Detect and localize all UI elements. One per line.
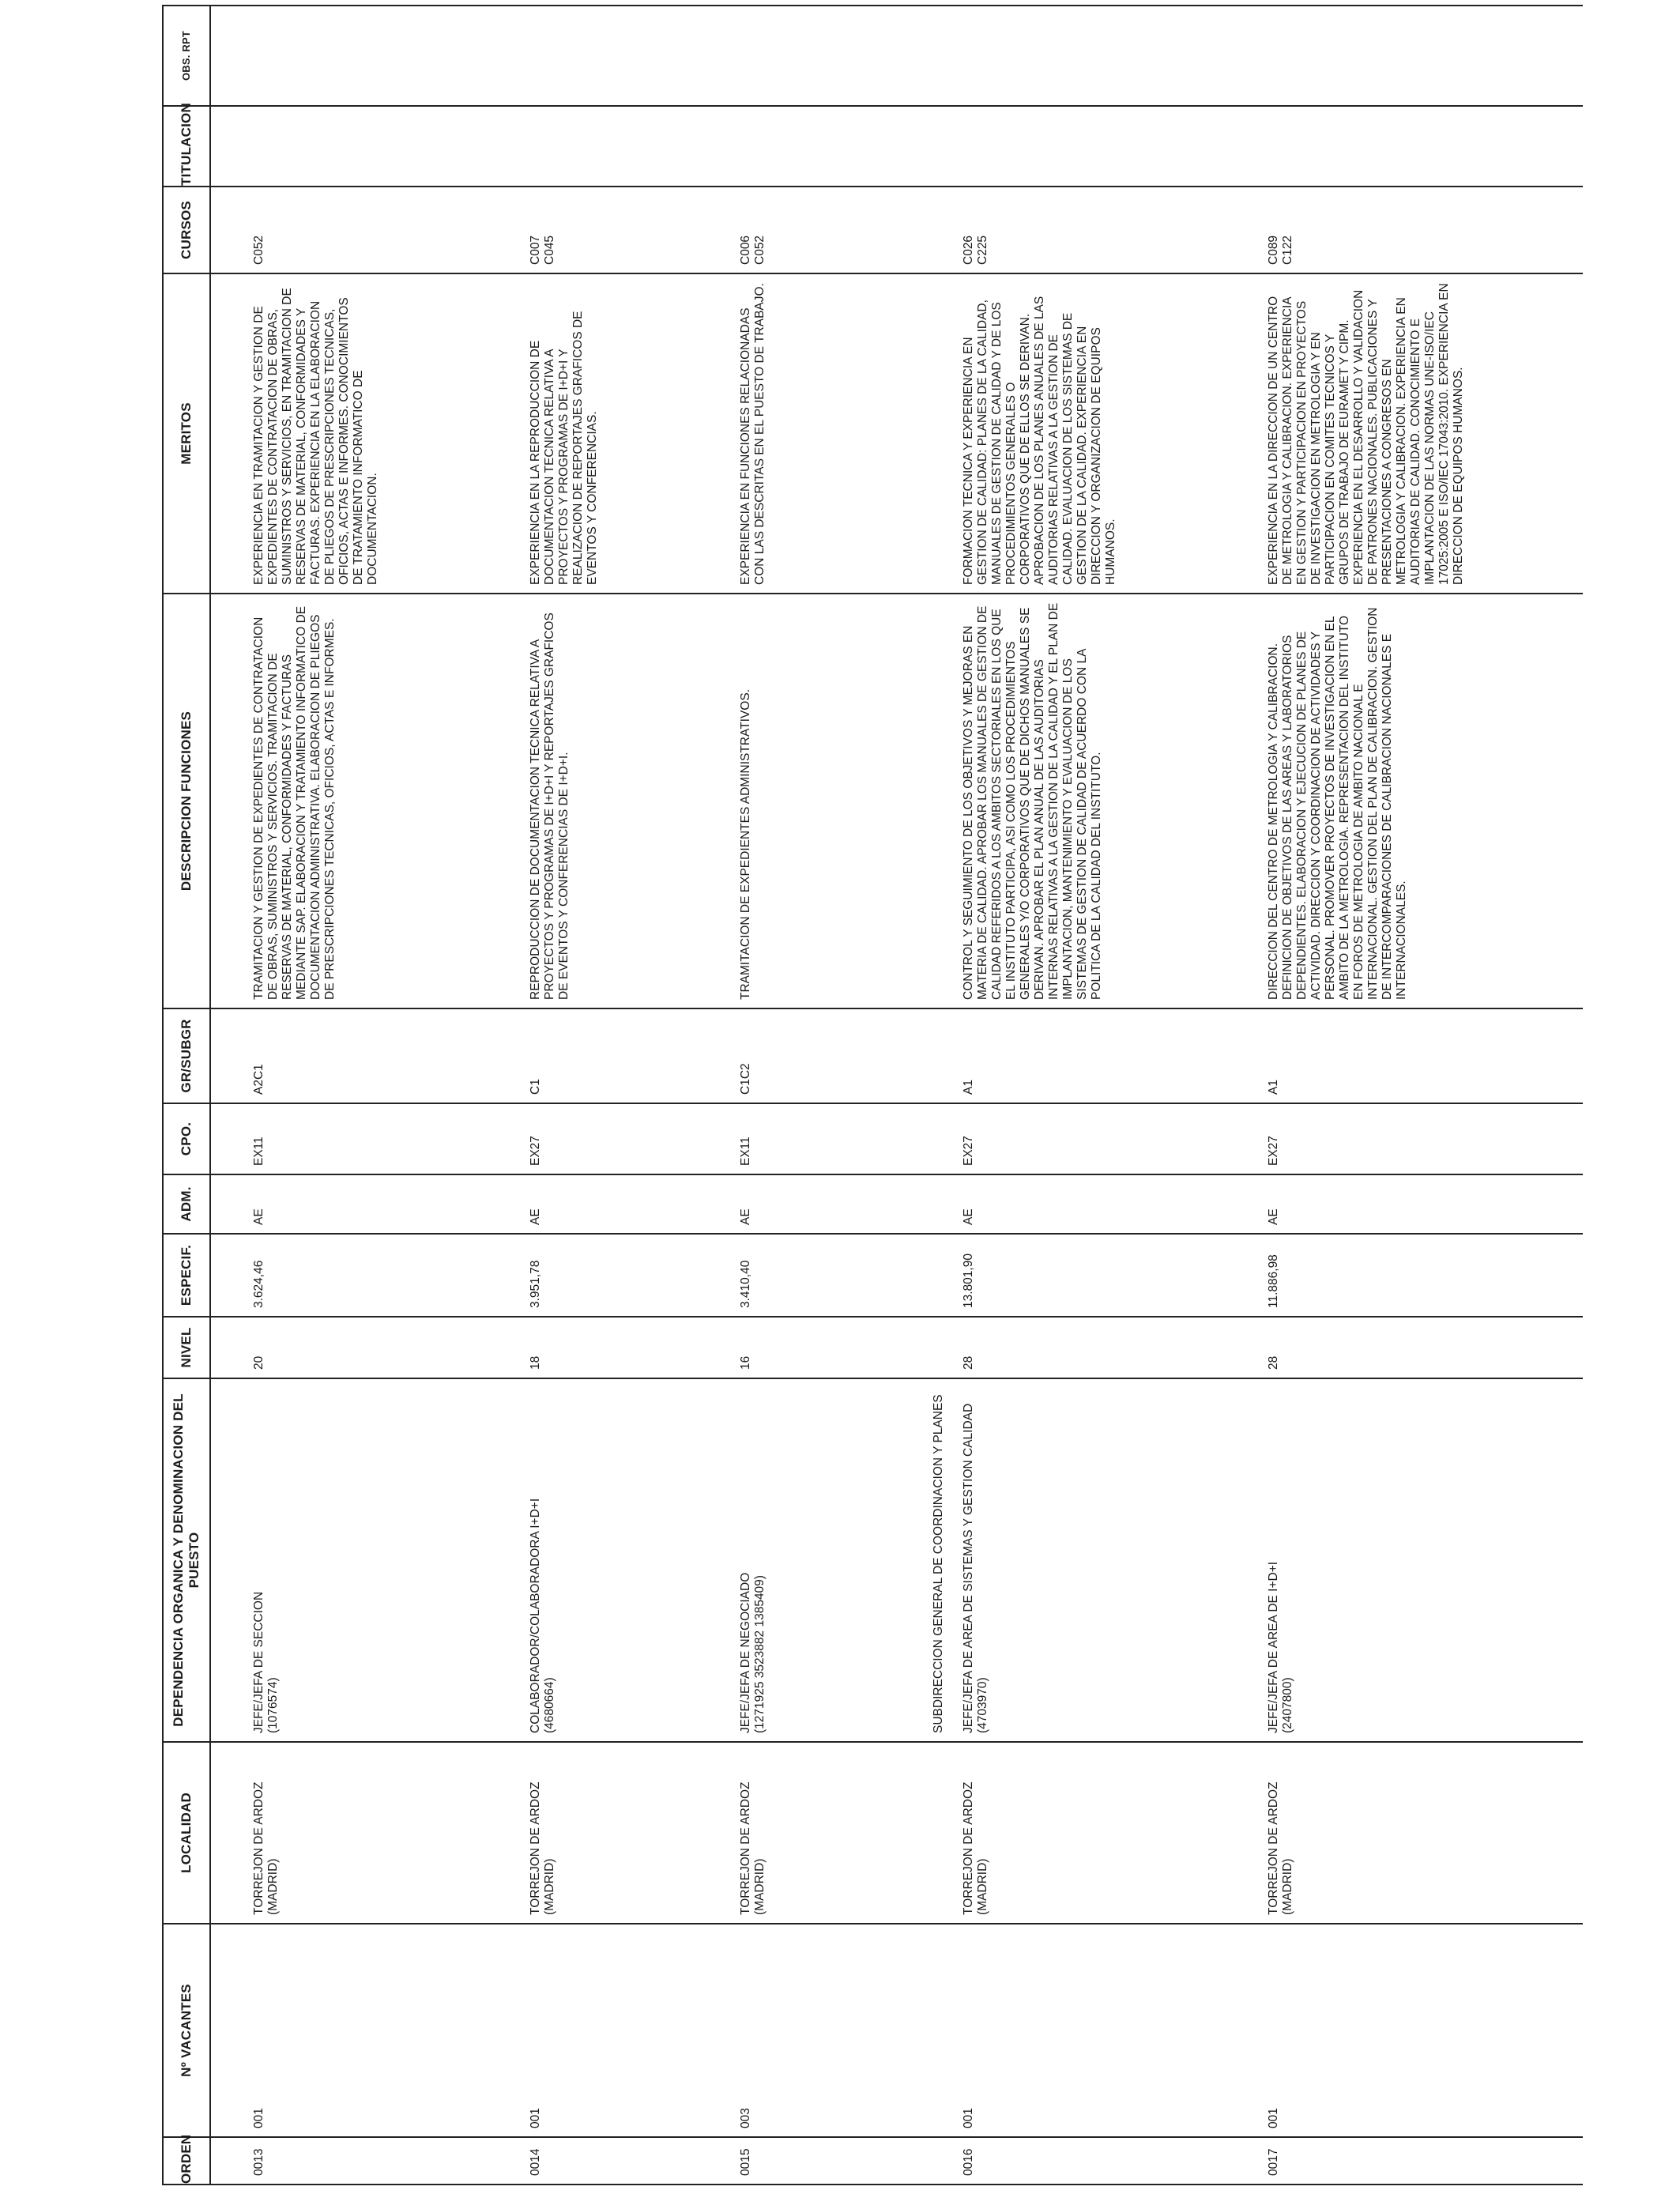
rotated-sheet: [162, 6, 1465, 2185]
header-obs-rpt: OBS. RPT: [163, 6, 210, 106]
cell-cpo: EX27: [488, 1103, 698, 1174]
header-vacantes: Nº VACANTES: [163, 1924, 210, 2137]
cell-titulacion: [698, 106, 921, 187]
cell-dependencia: COLABORADOR/COLABORADORA I+D+I (4680664): [488, 1378, 698, 1742]
cell-obs-rpt: [698, 6, 921, 106]
cell-adm: AE: [698, 1174, 921, 1234]
cell-dependencia: JEFE/JEFA DE NEGOCIADO (1271925 3523882 1385409): [698, 1378, 921, 1742]
cell-adm: AE: [210, 1174, 488, 1234]
cell-nivel: 28: [1226, 1317, 1583, 1378]
cell-obs-rpt: [210, 6, 488, 106]
table-row: [488, 6, 698, 2185]
cell-vacantes: 001: [210, 1924, 488, 2137]
cell-orden: 0014: [488, 2137, 698, 2185]
cell-nivel: 20: [210, 1317, 488, 1378]
header-meritos: MERITOS: [163, 273, 210, 594]
cell-localidad: TORREJON DE ARDOZ (MADRID): [698, 1742, 921, 1924]
header-nivel: NIVEL: [163, 1317, 210, 1378]
cell-titulacion: [921, 106, 1226, 187]
cell-vacantes: 001: [921, 1924, 1226, 2137]
cell-cpo: EX27: [921, 1103, 1226, 1174]
cell-especif: 11.886,98: [1226, 1234, 1583, 1317]
cell-grsubgr: C1C2: [698, 1008, 921, 1103]
cell-especif: 3.410,40: [698, 1234, 921, 1317]
cell-localidad: TORREJON DE ARDOZ (MADRID): [921, 1742, 1226, 1924]
cell-meritos: FORMACION TECNICA Y EXPERIENCIA EN GESTION DE CALIDAD: PLANES DE LA CALIDAD, MANUALES DE GESTION DE CALIDAD Y DE LOS PROCEDIMIENTOS GENERALES O CORPORATIVOS QUE DE ELLOS SE DERIVAN. APROBACION DE LOS PLANES ANUALES DE LAS AUDITORIAS RELATIVAS A LA GESTION DE CALIDAD. EVALUACION DE LOS SISTEMAS DE GESTION DE LA CALIDAD. EXPERIENCIA EN DIRECCION Y ORGANIZACION DE EQUIPOS HUMANOS.: [921, 273, 1226, 594]
cell-titulacion: [488, 106, 698, 187]
cell-grsubgr: A1: [1226, 1008, 1583, 1103]
cell-cpo: EX27: [1226, 1103, 1583, 1174]
cell-obs-rpt: [1226, 6, 1583, 106]
cell-titulacion: [1226, 106, 1583, 187]
cell-especif: 3.624,46: [210, 1234, 488, 1317]
cell-adm: AE: [1226, 1174, 1583, 1234]
cell-dependencia: JEFE/JEFA DE SECCION (1076574): [210, 1378, 488, 1742]
header-titulacion: TITULACION: [163, 106, 210, 187]
cell-dependencia: [921, 1378, 1226, 1742]
cell-meritos: EXPERIENCIA EN FUNCIONES RELACIONADAS CON LAS DESCRITAS EN EL PUESTO DE TRABAJO.: [698, 273, 921, 594]
cell-descripcion: REPRODUCCION DE DOCUMENTACION TECNICA RELATIVA A PROYECTOS Y PROGRAMAS DE I+D+I Y REPORTAJES GRAFICOS DE EVENTOS Y CONFERENCIAS DE I+D+I.: [488, 594, 698, 1008]
cell-orden: 0015: [698, 2137, 921, 2185]
cell-orden: 0016: [921, 2137, 1226, 2185]
cell-especif: 13.801,90: [921, 1234, 1226, 1317]
cell-obs-rpt: [921, 6, 1226, 106]
cell-vacantes: 001: [1226, 1924, 1583, 2137]
cell-meritos: EXPERIENCIA EN LA DIRECCION DE UN CENTRO DE METROLOGIA Y CALIBRACION. EXPERIENCIA EN GESTION Y PARTICIPACION EN PROYECTOS DE INVESTIGACION EN METROLOGIA Y EN PARTICIPACION EN COMITES TECNICOS Y GRUPOS DE TRABAJO DE EURAMET Y CIPM. EXPERIENCIA EN EL DESARROLLO Y VALIDACION DE PATRONES NACIONALES. PUBLICACIONES Y PRESENTACIONES A CONGRESOS EN METROLOGIA Y CALIBRACION. EXPERIENCIA EN AUDITORIAS DE CALIDAD. CONOCIMIENTO E IMPLANTACION DE LAS NORMAS UNE-ISO/IEC 17025:2005 E ISO/IEC 17043:2010. EXPERIENCIA EN DIRECCION DE EQUIPOS HUMANOS.: [1226, 273, 1583, 594]
cell-titulacion: [210, 106, 488, 187]
cell-cursos: C089 C122: [1226, 187, 1583, 273]
cell-descripcion: DIRECCION DEL CENTRO DE METROLOGIA Y CALIBRACION. DEFINICION DE OBJETIVOS DE LAS AREAS Y LABORATORIOS DEPENDIENTES. ELABORACION Y EJECUCION DE PLANES DE ACTIVIDAD. DIRECCION Y COORDINACION DE ACTIVIDADES Y PERSONAL. PROMOVER PROYECTOS DE INVESTIGACION EN EL AMBITO DE LA METROLOGIA. REPRESENTACION DEL INSTITUTO EN FOROS DE METROLOGIA DE AMBITO NACIONAL E INTERNACIONAL. GESTION DEL PLAN DE CALIBRACION. GESTION DE INTERCOMPARACIONES DE CALIBRACION NACIONALES E INTERNACIONALES.: [1226, 594, 1583, 1008]
cell-meritos: EXPERIENCIA EN TRAMITACION Y GESTION DE EXPEDIENTES DE CONTRATACION DE OBRAS, SUMINISTROS Y SERVICIOS, EN TRAMITACION DE RESERVAS DE MATERIAL, CONFORMIDADES Y FACTURAS. EXPERIENCIA EN LA ELABORACION DE PLIEGOS DE PRESCRIPCIONES TECNICAS, OFICIOS, ACTAS E INFORMES. CONOCIMIENTOS DE TRATAMIENTO INFORMATICO DE DOCUMENTACION.: [210, 273, 488, 594]
cell-descripcion: TRAMITACION DE EXPEDIENTES ADMINISTRATIVOS.: [698, 594, 921, 1008]
cell-adm: AE: [921, 1174, 1226, 1234]
cell-dependencia: JEFE/JEFA DE AREA DE I+D+I (2407800): [1226, 1378, 1583, 1742]
cell-cursos: C007 C045: [488, 187, 698, 273]
cell-orden: 0017: [1226, 2137, 1583, 2185]
header-row: [163, 6, 210, 2185]
cell-obs-rpt: [488, 6, 698, 106]
cell-adm: AE: [488, 1174, 698, 1234]
cell-dependencia-text: JEFE/JEFA DE AREA DE SISTEMAS Y GESTION CALIDAD (4703970): [962, 1403, 989, 1733]
cell-localidad: TORREJON DE ARDOZ (MADRID): [210, 1742, 488, 1924]
table-row: [921, 6, 1226, 2185]
cell-especif: 3.951,78: [488, 1234, 698, 1317]
cell-cpo: EX11: [698, 1103, 921, 1174]
subdireccion-heading: SUBDIRECCION GENERAL DE COORDINACION Y PLANES: [932, 1394, 945, 1733]
header-adm: ADM.: [163, 1174, 210, 1234]
table-row: [698, 6, 921, 2185]
cell-localidad: TORREJON DE ARDOZ (MADRID): [1226, 1742, 1583, 1924]
header-cpo: CPO.: [163, 1103, 210, 1174]
header-descripcion: DESCRIPCION FUNCIONES: [163, 594, 210, 1008]
header-dependencia: DEPENDENCIA ORGANICA Y DENOMINACION DEL PUESTO: [163, 1378, 210, 1742]
cell-orden: 0013: [210, 2137, 488, 2185]
header-orden: ORDEN: [163, 2137, 210, 2185]
header-localidad: LOCALIDAD: [163, 1742, 210, 1924]
header-cursos: CURSOS: [163, 187, 210, 273]
cell-vacantes: 001: [488, 1924, 698, 2137]
cell-cpo: EX11: [210, 1103, 488, 1174]
cell-cursos: C006 C052: [698, 187, 921, 273]
cell-descripcion: CONTROL Y SEGUIMIENTO DE LOS OBJETIVOS Y MEJORAS EN MATERIA DE CALIDAD. APROBAR LOS MANUALES DE GESTION DE CALIDAD REFERIDOS A LOS AMBITOS SECTORIALES EN LOS QUE EL INSTITUTO PARTICIPA, ASI COMO LOS PROCEDIMIENTOS GENERALES Y/O CORPORATIVOS QUE DE DICHOS MANUALES SE DERIVAN. APROBAR EL PLAN ANUAL DE LAS AUDITORIAS INTERNAS RELATIVAS A LA GESTION DE LA CALIDAD Y EL PLAN DE IMPLANTACION, MANTENIMIENTO Y EVALUACION DE LOS SISTEMAS DE GESTION DE CALIDAD DE ACUERDO CON LA POLITICA DE LA CALIDAD DEL INSTITUTO.: [921, 594, 1226, 1008]
job-positions-table: [162, 5, 1583, 2185]
table-row: [210, 6, 488, 2185]
cell-meritos: EXPERIENCIA EN LA REPRODUCCION DE DOCUMENTACION TECNICA RELATIVA A PROYECTOS Y PROGRAMAS DE I+D+I Y REALIZACION DE REPORTAJES GRAFICOS DE EVENTOS Y CONFERENCIAS.: [488, 273, 698, 594]
header-grsubgr: GR/SUBGR: [163, 1008, 210, 1103]
cell-grsubgr: A2C1: [210, 1008, 488, 1103]
cell-cursos: C052: [210, 187, 488, 273]
cell-cursos: C026 C225: [921, 187, 1226, 273]
cell-grsubgr: A1: [921, 1008, 1226, 1103]
cell-nivel: 16: [698, 1317, 921, 1378]
cell-grsubgr: C1: [488, 1008, 698, 1103]
cell-nivel: 18: [488, 1317, 698, 1378]
cell-localidad: TORREJON DE ARDOZ (MADRID): [488, 1742, 698, 1924]
table-row: [1226, 6, 1583, 2185]
cell-nivel: 28: [921, 1317, 1226, 1378]
header-especif: ESPECIF.: [163, 1234, 210, 1317]
cell-vacantes: 003: [698, 1924, 921, 2137]
cell-descripcion: TRAMITACION Y GESTION DE EXPEDIENTES DE CONTRATACION DE OBRAS, SUMINISTROS Y SERVICIOS. TRAMITACION DE RESERVAS DE MATERIAL, CONFORMIDADES Y FACTURAS MEDIANTE SAP. ELABORACION Y TRATAMIENTO INFORMATICO DE DOCUMENTACION ADMINISTRATIVA. ELABORACION DE PLIEGOS DE PRESCRIPCIONES TECNICAS, OFICIOS, ACTAS E INFORMES.: [210, 594, 488, 1008]
